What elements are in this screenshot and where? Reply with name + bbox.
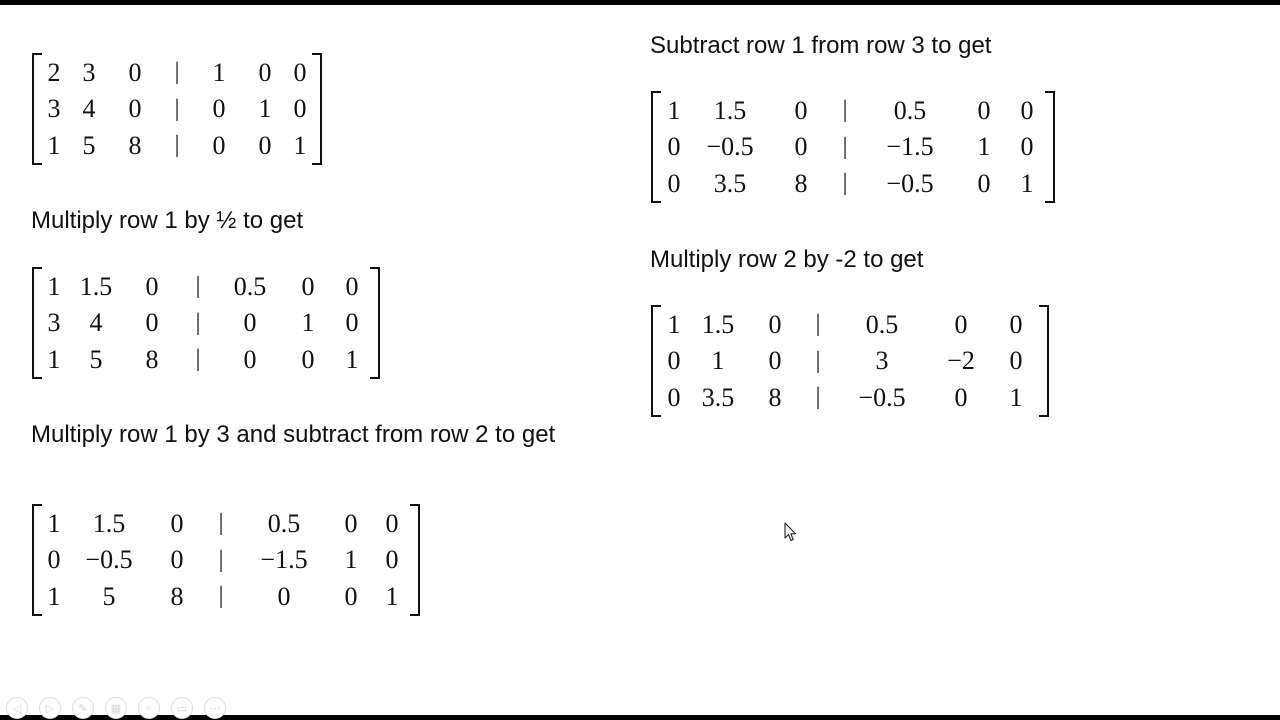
matrix-cell: 3.5 (713, 168, 747, 198)
matrix-row (33, 341, 379, 378)
step-caption-3: Subtract row 1 from row 3 to get (650, 32, 992, 59)
matrix-row (33, 542, 419, 578)
augment-separator: | (218, 510, 224, 536)
augment-separator: | (174, 95, 180, 122)
matrix-cell: 0 (667, 168, 681, 198)
matrix-cell: 1 (977, 132, 991, 161)
augment-separator: | (174, 59, 180, 85)
matrix-cell: 0 (293, 57, 307, 87)
right-bracket (370, 341, 379, 378)
matrix-cell: 5 (102, 581, 116, 611)
matrix-cell: 0 (977, 168, 991, 198)
matrix-row (652, 343, 1048, 379)
right-bracket (370, 268, 379, 305)
right-bracket (312, 91, 321, 127)
matrix-cell: 0 (794, 95, 808, 125)
matrix-cell: 0 (170, 508, 184, 538)
matrix-cell: −0.5 (706, 132, 754, 161)
zoom-icon[interactable]: ⌕ (138, 697, 160, 719)
matrix-row (33, 268, 379, 305)
left-bracket (33, 542, 42, 578)
matrix-cell: 0 (47, 545, 61, 574)
right-bracket (1045, 165, 1054, 202)
matrix-cell: 8 (794, 168, 808, 198)
matrix-cell: 0 (385, 545, 399, 574)
augment-separator: | (218, 546, 224, 573)
matrix-cell: 1.5 (701, 309, 735, 339)
matrix-row (33, 578, 419, 615)
matrix-cell: 0 (345, 308, 359, 337)
matrix-cell: 1 (667, 309, 681, 339)
matrix-cell: 5 (82, 130, 96, 160)
matrix-cell: −0.5 (85, 545, 133, 574)
matrix-cell: −1.5 (260, 545, 308, 574)
matrix-cell: 0 (170, 545, 184, 574)
matrix-cell: 0 (794, 132, 808, 161)
pen-icon[interactable]: ✎ (72, 697, 94, 719)
slideshow-toolbar (6, 697, 226, 719)
matrix-cell: 0 (258, 130, 272, 160)
augment-separator: | (174, 132, 180, 158)
matrix-row (33, 127, 321, 164)
matrix-cell: 3 (47, 94, 61, 123)
step-caption-1: Multiply row 1 by ½ to get (31, 207, 304, 234)
right-bracket (1045, 92, 1054, 129)
matrix-cell: 1 (711, 346, 725, 375)
matrix-cell: 1 (47, 271, 61, 301)
matrix-cell: 1 (344, 545, 358, 574)
matrix-cell: 1 (1020, 168, 1034, 198)
matrix-row (652, 129, 1054, 165)
matrix-cell: 0 (667, 382, 681, 412)
matrix-cell: 3 (82, 57, 96, 87)
matrix-cell: 0 (667, 346, 681, 375)
matrix-cell: 0 (344, 581, 358, 611)
matrix-cell: 0 (768, 346, 782, 375)
matrix-cell: 0 (344, 508, 358, 538)
augment-separator: | (195, 273, 201, 299)
right-bracket (1039, 343, 1048, 379)
left-bracket (33, 305, 42, 341)
matrix-cell: 1.5 (713, 95, 747, 125)
matrix-cell: 8 (170, 581, 184, 611)
matrix-cell: 5 (89, 344, 103, 374)
matrix-cell: 1 (345, 344, 359, 374)
matrix-cell: 1 (212, 57, 226, 87)
augment-separator: | (815, 347, 821, 374)
slides-grid-icon[interactable]: ▦ (105, 697, 127, 719)
augment-separator: | (195, 346, 201, 372)
matrix-cell: 1 (47, 344, 61, 374)
matrix-row (652, 379, 1048, 416)
left-bracket (33, 505, 42, 542)
matrix-cell: 1 (293, 130, 307, 160)
step-caption-4: Multiply row 2 by -2 to get (650, 246, 924, 273)
matrix-row (652, 165, 1054, 202)
right-bracket (410, 505, 419, 542)
right-bracket (370, 305, 379, 341)
matrix-cell: 0 (212, 94, 226, 123)
matrix-row (33, 505, 419, 542)
left-bracket (33, 127, 42, 164)
augment-separator: | (842, 97, 848, 123)
matrix-row (33, 54, 321, 91)
matrix-cell: 0 (128, 94, 142, 123)
matrix-cell: 0.5 (267, 508, 301, 538)
matrix-cell: 1 (258, 94, 272, 123)
matrix-cell: 1 (1009, 382, 1023, 412)
matrix-cell: −1.5 (886, 132, 934, 161)
matrix-cell: 0 (1009, 346, 1023, 375)
right-bracket (312, 127, 321, 164)
more-options-icon[interactable]: ⋯ (204, 697, 226, 719)
right-bracket (1039, 379, 1048, 416)
matrix-row (33, 305, 379, 341)
right-bracket (1039, 306, 1048, 343)
augment-separator: | (218, 583, 224, 609)
matrix-cell: 1 (301, 308, 315, 337)
matrix-row (33, 91, 321, 127)
matrix-cell: 0 (667, 132, 681, 161)
matrix-cell: 1 (47, 508, 61, 538)
left-bracket (652, 379, 661, 416)
previous-slide-icon[interactable]: ◁ (6, 697, 28, 719)
matrix-cell: 1 (667, 95, 681, 125)
left-bracket (652, 129, 661, 165)
matrix-cell: 0 (128, 57, 142, 87)
matrix-cell: 4 (89, 308, 103, 337)
matrix-cell: 8 (768, 382, 782, 412)
matrix-cell: 0 (301, 344, 315, 374)
right-bracket (312, 54, 321, 91)
matrix-cell: 1 (47, 130, 61, 160)
subtitles-icon[interactable]: ▭ (171, 697, 193, 719)
left-bracket (652, 92, 661, 129)
matrix-cell: 8 (145, 344, 159, 374)
matrix-cell: 0 (243, 308, 257, 337)
right-bracket (410, 542, 419, 578)
matrix-cell: 0 (1009, 309, 1023, 339)
matrix-cell: 0 (385, 508, 399, 538)
matrix-cell: 3 (47, 308, 61, 337)
matrix-cell: 1 (47, 581, 61, 611)
matrix-row (652, 306, 1048, 343)
matrix-cell: 8 (128, 130, 142, 160)
left-bracket (652, 343, 661, 379)
matrix-cell: 0 (258, 57, 272, 87)
matrix-cell: −0.5 (858, 382, 906, 412)
matrix-cell: 0 (145, 271, 159, 301)
right-bracket (1045, 129, 1054, 165)
matrix-cell: 0 (1020, 132, 1034, 161)
matrix-cell: 0 (954, 309, 968, 339)
step-caption-2: Multiply row 1 by 3 and subtract from row 2 to get (31, 421, 556, 448)
augment-separator: | (195, 309, 201, 336)
mouse-pointer-icon (784, 522, 797, 542)
augmented-matrix-0 (32, 53, 322, 165)
matrix-cell: 0 (954, 382, 968, 412)
matrix-cell: 1.5 (79, 271, 113, 301)
augmented-matrix-3 (651, 91, 1055, 203)
matrix-cell: 0 (768, 309, 782, 339)
matrix-cell: 0 (1020, 95, 1034, 125)
left-bracket (33, 341, 42, 378)
augment-separator: | (815, 311, 821, 337)
left-bracket (652, 306, 661, 343)
left-bracket (33, 578, 42, 615)
matrix-cell: 0 (212, 130, 226, 160)
left-bracket (33, 268, 42, 305)
matrix-cell: 2 (47, 57, 61, 87)
left-bracket (652, 165, 661, 202)
right-bracket (410, 578, 419, 615)
augment-separator: | (842, 170, 848, 196)
augment-separator: | (815, 384, 821, 410)
matrix-cell: −2 (947, 346, 975, 375)
matrix-cell: 1.5 (92, 508, 126, 538)
matrix-cell: −0.5 (886, 168, 934, 198)
left-bracket (33, 91, 42, 127)
next-slide-icon[interactable]: ▷ (39, 697, 61, 719)
slide (0, 5, 1280, 715)
matrix-cell: 0 (277, 581, 291, 611)
matrix-cell: 0 (145, 308, 159, 337)
matrix-cell: 0.5 (233, 271, 267, 301)
matrix-cell: 0 (301, 271, 315, 301)
left-bracket (33, 54, 42, 91)
matrix-cell: 4 (82, 94, 96, 123)
matrix-cell: 3 (875, 346, 889, 375)
matrix-cell: 0 (345, 271, 359, 301)
augment-separator: | (842, 133, 848, 160)
augmented-matrix-1 (32, 267, 380, 379)
matrix-cell: 0.5 (865, 309, 899, 339)
augmented-matrix-2 (32, 504, 420, 616)
augmented-matrix-4 (651, 305, 1049, 417)
matrix-cell: 3.5 (701, 382, 735, 412)
matrix-cell: 0 (293, 94, 307, 123)
matrix-cell: 1 (385, 581, 399, 611)
matrix-cell: 0 (977, 95, 991, 125)
matrix-row (652, 92, 1054, 129)
matrix-cell: 0.5 (893, 95, 927, 125)
matrix-cell: 0 (243, 344, 257, 374)
